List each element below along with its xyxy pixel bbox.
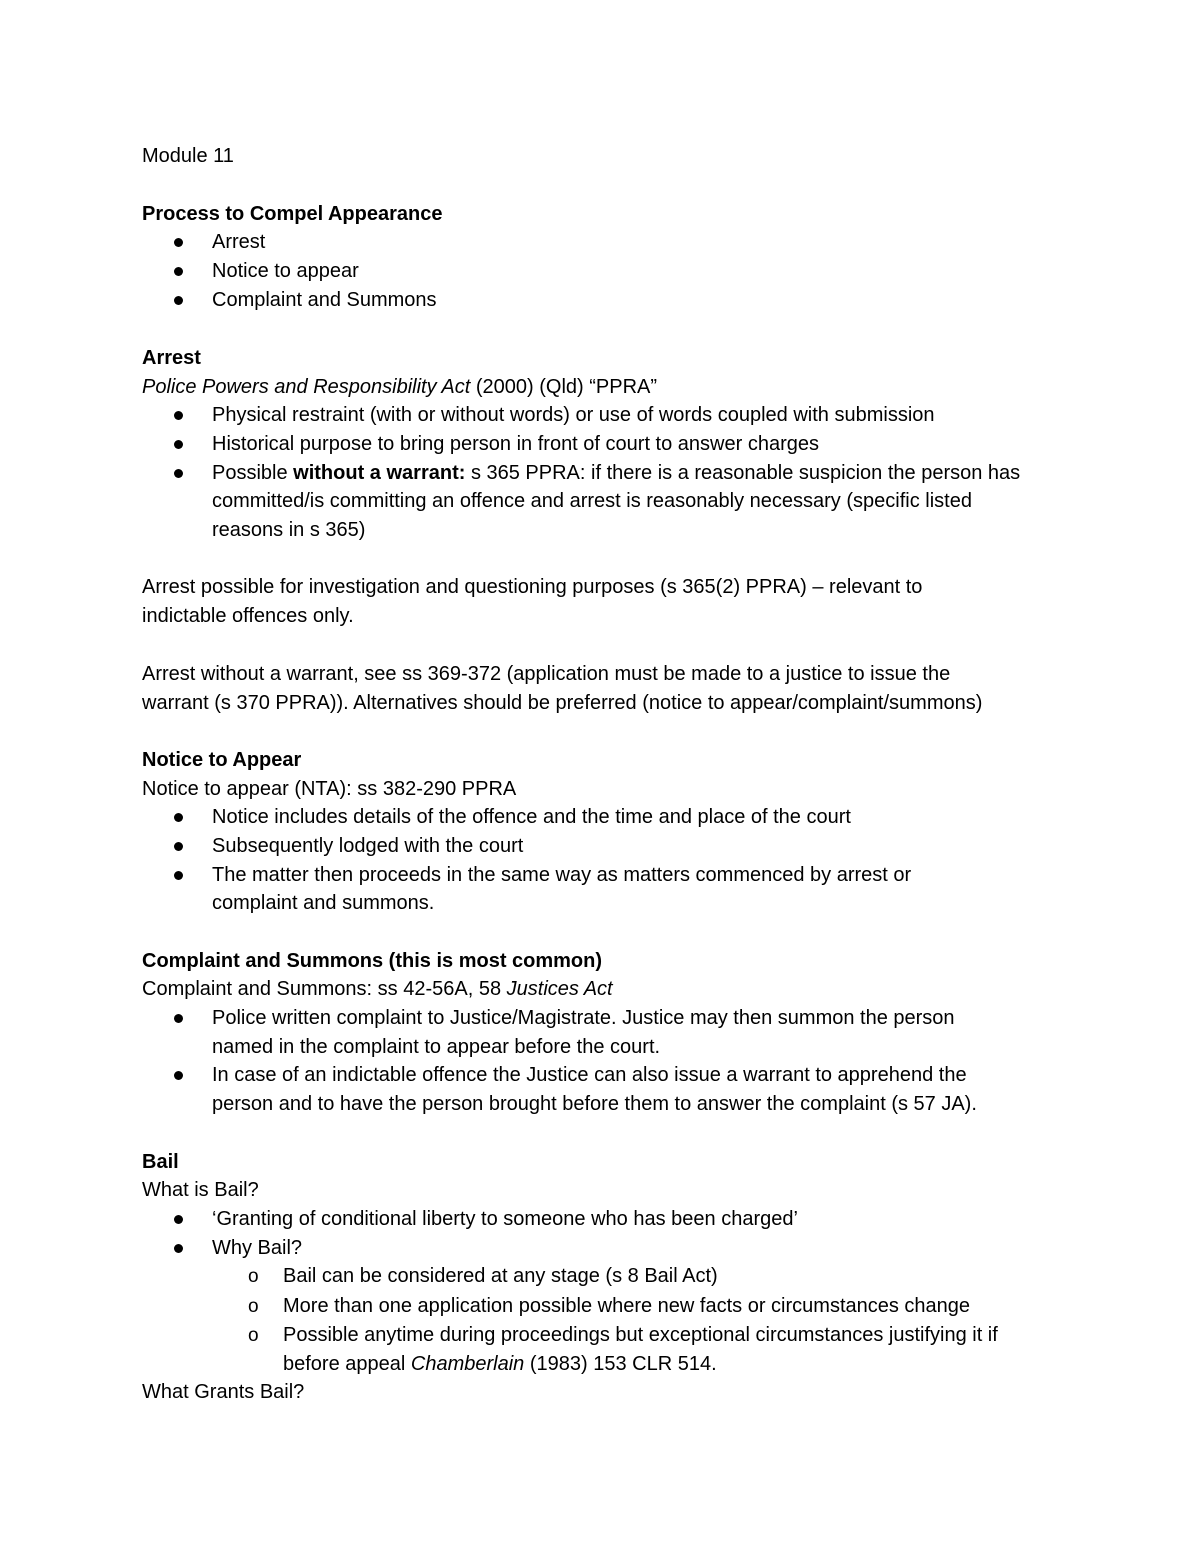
- sub-bullet-icon: o: [248, 1325, 259, 1346]
- heading-text: Bail: [142, 1151, 179, 1173]
- heading-text: Complaint and Summons (this is most common): [142, 950, 603, 972]
- list-item: Historical purpose to bring person in front of court to answer charges: [212, 433, 819, 455]
- list-item-continuation: named in the complaint to appear before the court.: [212, 1036, 661, 1058]
- paragraph-line: [142, 975, 613, 1004]
- list-item: [212, 459, 1020, 488]
- section-heading-complaint: [142, 947, 602, 976]
- section-heading-nta: [142, 746, 301, 775]
- sub-list-item: More than one application possible where new facts or circumstances change: [283, 1295, 971, 1317]
- list-item-continuation: complaint and summons.: [212, 892, 435, 914]
- list-item-continuation: committed/is committing an offence and arrest is reasonably necessary (specific listed: [212, 490, 972, 512]
- list-item: Arrest: [212, 231, 266, 253]
- sub-list-item: Bail can be considered at any stage (s 8 Bail Act): [283, 1265, 718, 1287]
- heading-text: Notice to Appear: [142, 749, 302, 771]
- paragraph-line: Notice to appear (NTA): ss 382-290 PPRA: [142, 778, 517, 800]
- sub-list-item-continuation: [283, 1350, 717, 1379]
- list-item-continuation: person and to have the person brought before them to answer the complaint (s 57 JA).: [212, 1093, 977, 1115]
- section-heading-bail: [142, 1148, 179, 1177]
- paragraph-line: What is Bail?: [142, 1179, 259, 1201]
- paragraph-line: What Grants Bail?: [142, 1381, 305, 1403]
- list-item: Complaint and Summons: [212, 289, 437, 311]
- text-run: Complaint and Summons: ss 42-56A, 58: [142, 978, 507, 1000]
- text-run: s 365 PPRA: if there is a reasonable suspicion the person has: [465, 462, 1021, 484]
- paragraph-line: indictable offences only.: [142, 605, 354, 627]
- paragraph-line: Arrest possible for investigation and questioning purposes (s 365(2) PPRA) – relevant to: [142, 576, 923, 598]
- list-item: The matter then proceeds in the same way as matters commenced by arrest or: [212, 864, 912, 886]
- list-item: Subsequently lodged with the court: [212, 835, 524, 857]
- heading-text: Process to Compel Appearance: [142, 203, 443, 225]
- list-item: Notice to appear: [212, 260, 359, 282]
- act-details: (2000) (Qld) “PPRA”: [470, 376, 658, 398]
- list-item: In case of an indictable offence the Justice can also issue a warrant to apprehend the: [212, 1064, 967, 1086]
- list-item-continuation: reasons in s 365): [212, 519, 366, 541]
- text-run: Possible: [212, 462, 294, 484]
- sub-bullet-icon: o: [248, 1266, 259, 1287]
- sub-bullet-icon: o: [248, 1296, 259, 1317]
- paragraph-line: warrant (s 370 PPRA)). Alternatives should be preferred (notice to appear/complaint/summons): [142, 692, 983, 714]
- text-run: before appeal: [283, 1353, 411, 1375]
- act-name: Police Powers and Responsibility Act: [142, 376, 471, 398]
- paragraph-line: Arrest without a warrant, see ss 369-372 (application must be made to a justice to issue the: [142, 663, 951, 685]
- list-item: Notice includes details of the offence and the time and place of the court: [212, 806, 851, 828]
- section-heading-compel: [142, 200, 442, 229]
- sub-list-item: Possible anytime during proceedings but exceptional circumstances justifying it if: [283, 1324, 998, 1346]
- list-item: ‘Granting of conditional liberty to someone who has been charged’: [212, 1208, 798, 1230]
- list-item: Physical restraint (with or without words) or use of words coupled with submission: [212, 404, 935, 426]
- text-run: (1983) 153 CLR 514.: [524, 1353, 717, 1375]
- list-item: Police written complaint to Justice/Magistrate. Justice may then summon the person: [212, 1007, 955, 1029]
- heading-text: Arrest: [142, 347, 201, 369]
- module-title: Module 11: [142, 145, 234, 167]
- section-heading-arrest: [142, 344, 201, 373]
- list-item: Why Bail?: [212, 1237, 303, 1259]
- arrest-act-line: [142, 373, 657, 402]
- bold-run: without a warrant:: [293, 462, 466, 484]
- case-name: Chamberlain: [410, 1353, 525, 1375]
- act-name: Justices Act: [506, 978, 613, 1000]
